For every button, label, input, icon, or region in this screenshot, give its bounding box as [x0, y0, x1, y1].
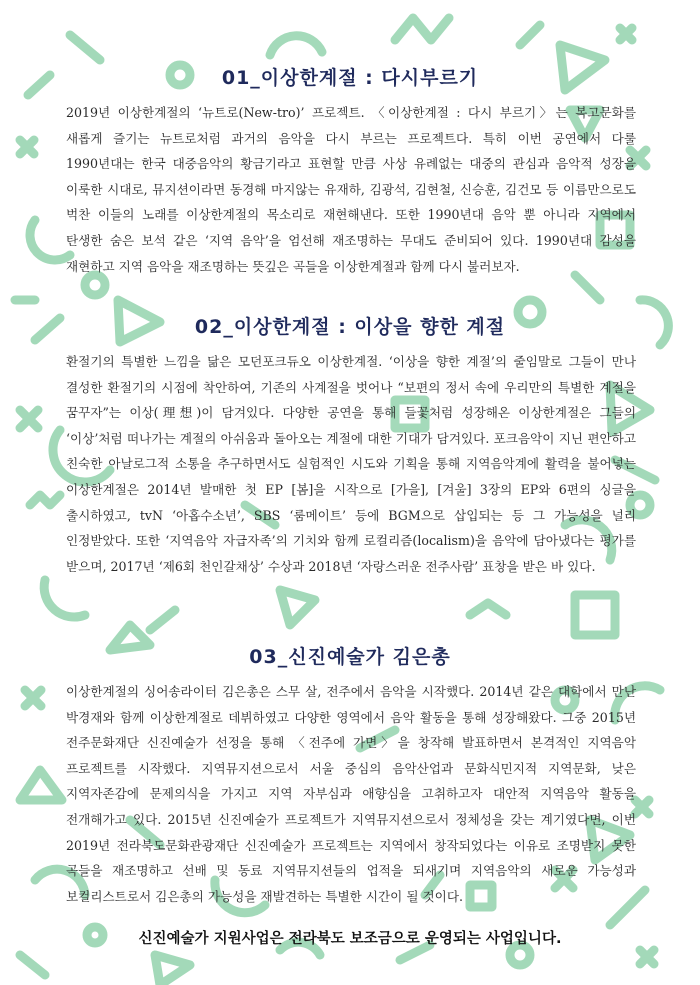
funding-notice: 신진예술가 지원사업은 전라북도 보조금으로 운영되는 사업입니다. [138, 931, 562, 947]
section-3-body: 이상한계절의 싱어송라이터 김은총은 스무 살, 전주에서 음악을 시작했다. 2014년 같은 대학에서 만난 박경재와 함께 이상한계절로 데뷔하였고 다양한 영역에서 음악 활동을 통해 성장해왔다. 그중 2015년 전주문화재단 신진예술가 선정을 통해 〈전주에 가면〉을 창작해 발표하면서 본격적인 지역음악 프로젝트를 시작했다. 지역뮤지션으로서 서울 중심의 음악산업과 문화식민지적 지역문화, 낮은 지역자존감에 문제의식을 가지고 지역 자부심과 애향심을 고취하고자 대안적 지역음악 활동을 전개해가고 있다. 2015년 신진예술가 프로젝트가 지역뮤지션으로서 정체성을 갖는 계기였다면, 이번 2019년 전라북도문화관광재단 신진예술가 프로젝트는 지역에서 창작되었다는 이유로 조명받지 못한 곡들을 재조명하고 선배 및 동료 지역뮤지션들의 업적을 되새기며 지역음악의 새로운 가능성과 보컬리스트로서 김은총의 가능성을 재발견하는 특별한 시간이 될 것이다. [66, 684, 636, 904]
section-2-body: 환절기의 특별한 느낌을 닮은 모던포크듀오 이상한계절. ‘이상을 향한 계절’의 줄임말로 그들이 만나 결성한 환절기의 시점에 착안하여, 기존의 사계절을 벗어나 “보편의 정서 속에 우리만의 특별한 계절을 꿈꾸자”는 이상(理想)이 담겨있다. 다양한 공연을 통해 들꽃처럼 성장해온 이상한계절은 그들의 ‘이상’처럼 떠나가는 계절의 아쉬움과 돌아오는 계절에 대한 기대가 담겨있다. 포크음악이 지닌 편안하고 친숙한 아날로그적 소통을 추구하면서도 실험적인 시도와 기획을 통해 지역음악계에 활력을 불어넣는 이상한계절은 2014년 발매한 첫 EP [봄]을 시작으로 [가을], [겨울] 3장의 EP와 6편의 싱글을 출시하였고, tvN ‘아홉수소년’, SBS ‘룸메이트’ 등에 BGM으로 삽입되는 등 그 가능성을 널리 인정받았다. 또한 ‘지역음악 자급자족’의 기치와 함께 로컬리즘(localism)을 음악에 담아냈다는 평가를 받으며, 2017년 ‘제6회 천인갈채상’ 수상과 2018년 ‘자랑스러운 전주사람’ 표창을 받은 바 있다. [66, 354, 636, 574]
section-1-heading: 01_이상한계절 : 다시부르기 [221, 67, 479, 89]
section-1-body: 2019년 이상한계절의 ‘뉴트로(New-tro)’ 프로젝트. 〈이상한계절 : 다시 부르기〉는 복고문화를 새롭게 즐기는 뉴트로처럼 과거의 음악을 다시 부르는 프로젝트다. 특히 이번 공연에서 다룰 1990년대는 한국 대중음악의 황금기라고 표현할 만큼 사상 유례없는 대중의 관심과 음악적 성장을 이룩한 시대로, 뮤지션이라면 동경해 마지않는 유재하, 김광석, 김현철, 신승훈, 김건모 등 이름만으로도 벅찬 이들의 노래를 이상한계절의 목소리로 재현해낸다. 또한 1990년대 음악 뿐 아니라 지역에서 탄생한 숨은 보석 같은 ‘지역 음악’을 엄선해 재조명하는 무대도 준비되어 있다. 1990년대 감성을 재현하고 지역 음악을 재조명하는 뜻깊은 곡들을 이상한계절과 함께 다시 불러보자. [66, 105, 636, 274]
section-2-heading: 02_이상한계절 : 이상을 향한 계절 [194, 316, 506, 338]
section-3-heading: 03_신진예술가 김은총 [249, 646, 451, 668]
